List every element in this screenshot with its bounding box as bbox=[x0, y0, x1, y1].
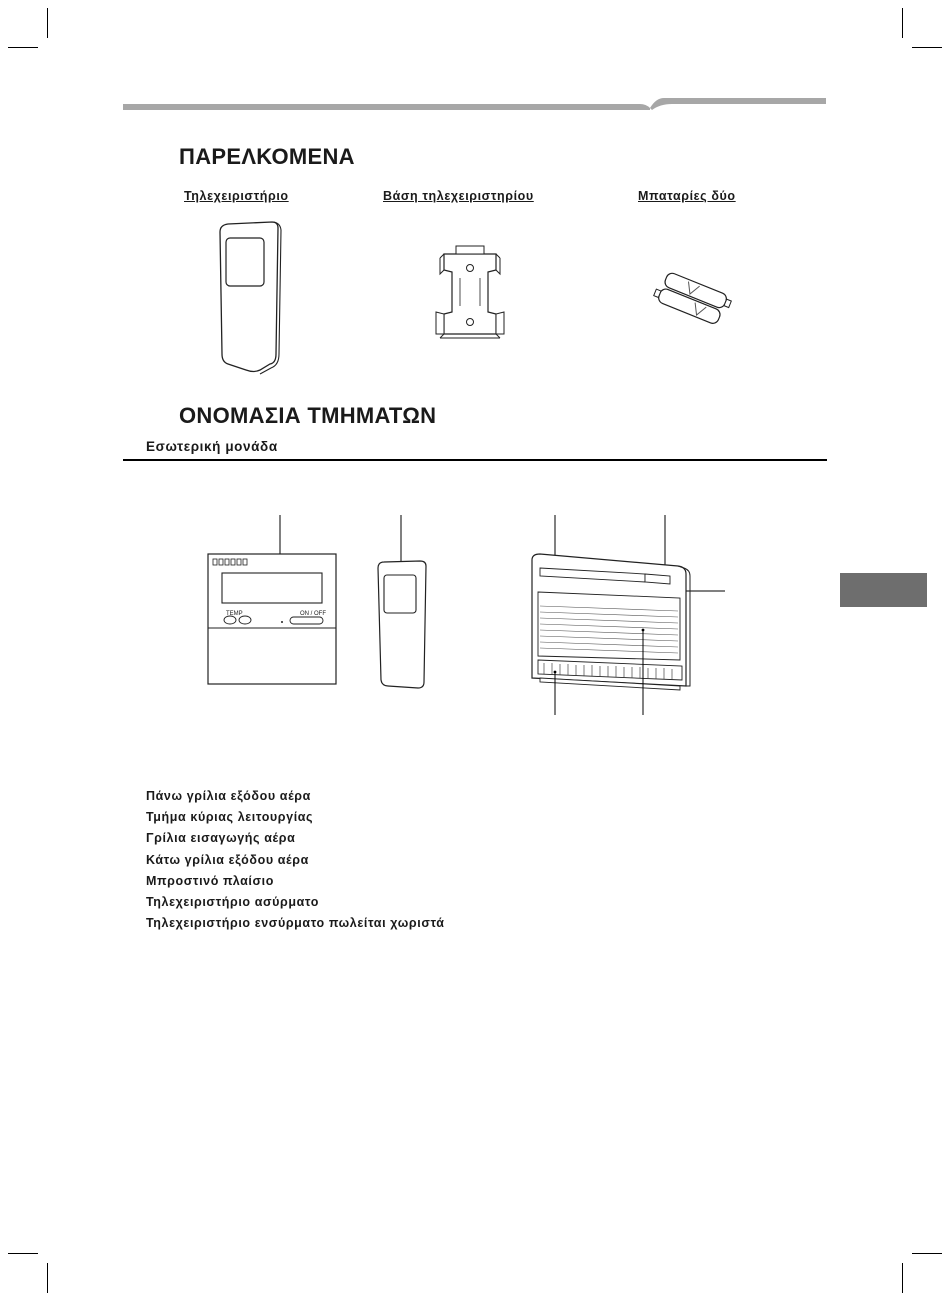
part-item-lower-outlet-grille: Κάτω γρίλια εξόδου αέρα bbox=[146, 852, 309, 867]
header-bar bbox=[0, 0, 950, 120]
accessory-label-holder: Βάση τηλεχειριστηρίου bbox=[383, 189, 534, 203]
part-item-front-panel: Μπροστινό πλαίσιο bbox=[146, 873, 274, 888]
crop-mark bbox=[8, 1253, 38, 1254]
accessory-label-remote: Τηλεχειριστήριο bbox=[184, 189, 289, 203]
wireless-remote-drawing bbox=[370, 510, 440, 690]
part-item-wireless-remote: Τηλεχειριστήριο ασύρματο bbox=[146, 894, 319, 909]
section-rule bbox=[123, 459, 827, 461]
accessory-label-batteries: Μπαταρίες δύο bbox=[638, 189, 736, 203]
part-item-upper-outlet-grille: Πάνω γρίλια εξόδου αέρα bbox=[146, 789, 311, 803]
parts-title: ΟΝΟΜΑΣΙΑ ΤΜΗΜΑΤΩΝ bbox=[179, 403, 437, 428]
remote-holder-icon bbox=[430, 242, 510, 352]
indoor-unit-subtitle: Εσωτερική μονάδα bbox=[146, 439, 278, 454]
temp-label: TEMP bbox=[226, 611, 243, 617]
indoor-unit-drawing bbox=[520, 510, 730, 720]
accessories-title: ΠΑΡΕΛΚΟΜΕΝΑ bbox=[179, 144, 355, 169]
side-tab bbox=[840, 573, 927, 607]
part-item-main-operation-section: Τμήμα κύριας λειτουργίας bbox=[146, 810, 314, 825]
wired-remote-controller-drawing bbox=[200, 510, 350, 690]
onoff-label: ON / OFF bbox=[300, 611, 326, 617]
part-item-wired-remote: Τηλεχειριστήριο ενσύρματο πωλείται χωριστά bbox=[146, 916, 445, 931]
crop-mark bbox=[47, 1263, 48, 1293]
part-item-air-inlet-grille: Γρίλια εισαγωγής αέρα bbox=[146, 831, 296, 846]
parts-list bbox=[146, 786, 445, 934]
remote-control-icon bbox=[210, 218, 285, 378]
crop-mark bbox=[902, 1263, 903, 1293]
batteries-icon bbox=[652, 265, 737, 335]
crop-mark bbox=[912, 1253, 942, 1254]
